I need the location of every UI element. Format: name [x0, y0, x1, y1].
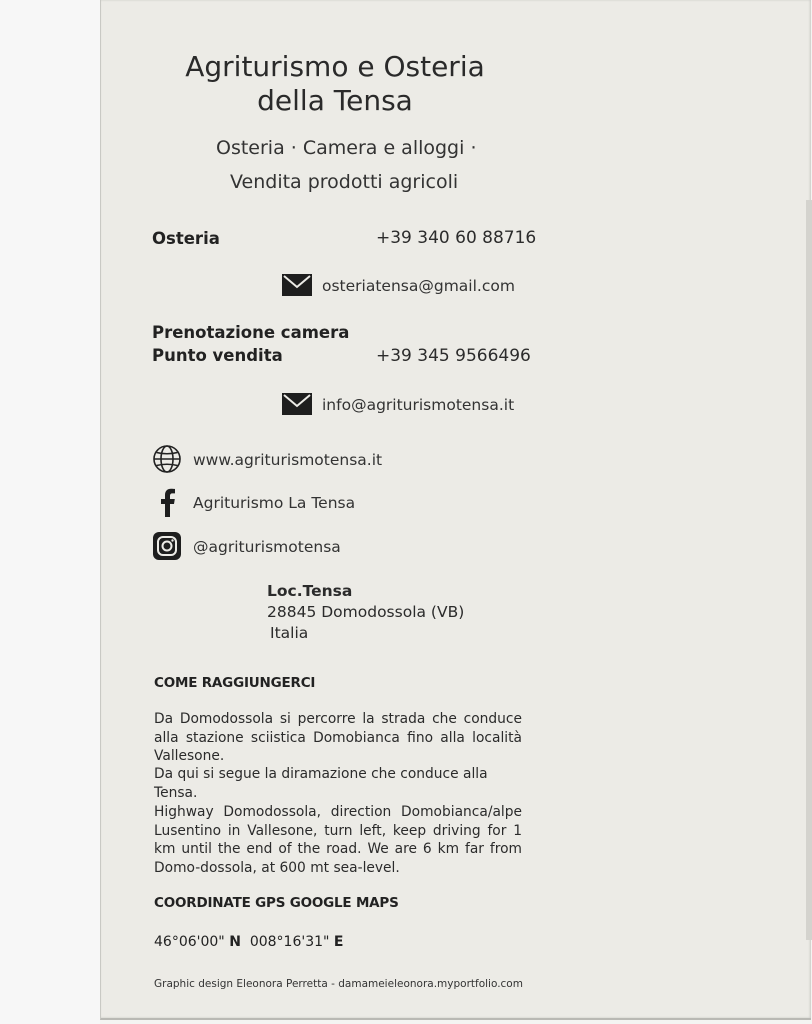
services-line-2: Vendita prodotti agricoli: [230, 171, 459, 193]
directions-english-paragraph: Highway Domodossola, direction Domobianca/alpe Lusentino in Vallesone, turn left, keep driving for 1 km until the end of the road. We are 6 km far from Domo-dossola, at 600 mt sea-level.: [154, 804, 522, 876]
booking-phone[interactable]: +39 345 9566496: [376, 346, 531, 366]
gps-longitude-direction: E: [333, 934, 344, 950]
booking-label-line-1: Prenotazione camera: [152, 323, 350, 342]
gps-heading: COORDINATE GPS GOOGLE MAPS: [154, 895, 399, 911]
osteria-email[interactable]: osteriatensa@gmail.com: [322, 277, 515, 295]
directions-heading: COME RAGGIUNGERCI: [154, 675, 316, 691]
osteria-phone[interactable]: +39 340 60 88716: [376, 228, 537, 248]
address-line-2: 28845 Domodossola (VB): [267, 603, 465, 621]
gps-latitude: 46°06'00": [154, 934, 225, 950]
gps-coordinates: [154, 934, 343, 950]
address-line-3: Italia: [270, 624, 309, 642]
title-line-1: Agriturismo e Osteria: [185, 50, 485, 83]
gps-latitude-direction: N: [229, 934, 241, 950]
address-line-1: Loc.Tensa: [267, 582, 353, 600]
scan-background: [0, 0, 100, 1024]
instagram-icon: [153, 532, 181, 560]
gps-longitude: 008°16'31": [249, 934, 330, 950]
facebook-link[interactable]: Agriturismo La Tensa: [193, 494, 356, 512]
directions-italian-paragraph-1: Da Domodossola si percorre la strada che conduce alla stazione sciistica Domobianca fino alla località Vallesone.: [154, 711, 522, 764]
directions-italian-paragraph-2: Da qui si segue la diramazione che conduce alla Tensa.: [154, 766, 488, 801]
facebook-icon: [158, 487, 176, 517]
booking-email[interactable]: info@agriturismotensa.it: [322, 396, 515, 414]
page-edge: [806, 200, 812, 940]
instagram-link[interactable]: @agriturismotensa: [193, 538, 341, 556]
globe-icon: [152, 444, 182, 474]
design-credit: Graphic design Eleonora Perretta - damameieleonora.myportfolio.com: [154, 978, 523, 990]
envelope-icon: [282, 393, 312, 415]
services-line-1: Osteria · Camera e alloggi ·: [216, 137, 477, 159]
title-line-2: della Tensa: [257, 84, 413, 117]
envelope-icon: [282, 274, 312, 296]
osteria-label: Osteria: [152, 229, 220, 248]
booking-label-line-2: Punto vendita: [152, 346, 283, 365]
website-link[interactable]: www.agriturismotensa.it: [193, 451, 383, 469]
